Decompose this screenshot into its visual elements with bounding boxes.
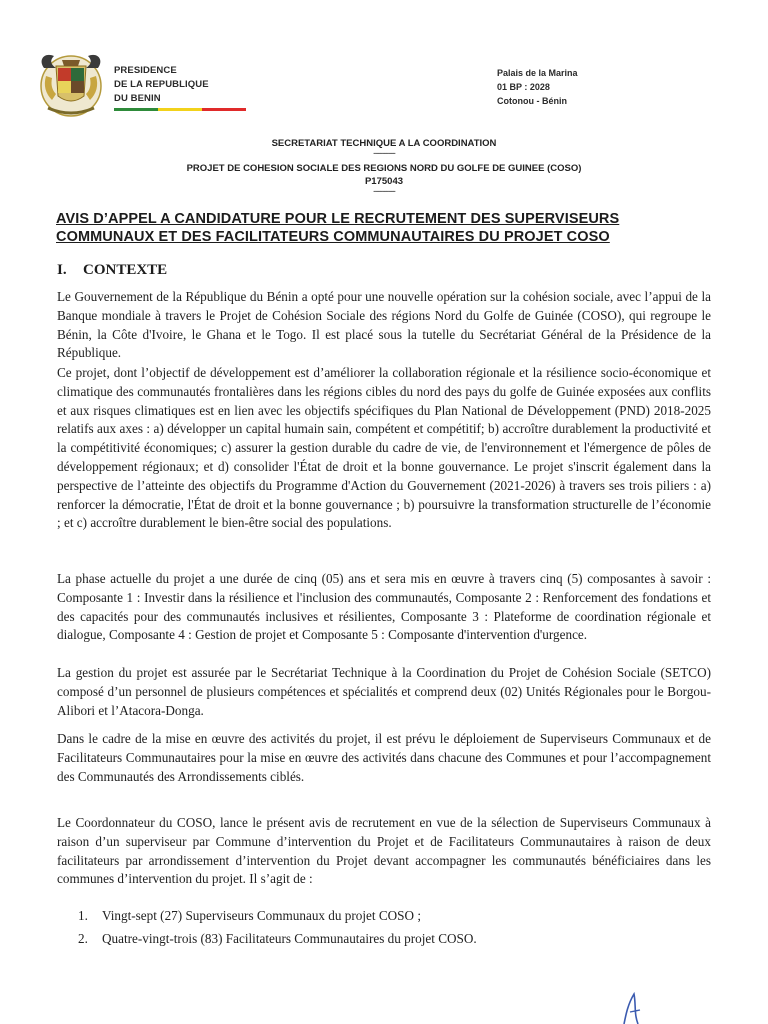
address-line: Palais de la Marina: [497, 68, 578, 78]
paragraph: Le Coordonnateur du COSO, lance le présent avis de recrutement en vue de la sélection de Superviseurs Communaux à raison d’un superviseur par Commune d’intervention du Projet et de Facilitateurs Communautaires à raison de deux facilitateurs par arrondissement d’intervention du Projet devant accompagner les communautés bénéficiaires dans les communes d’intervention du projet. Il s’agit de :: [57, 815, 711, 887]
section-title-text: CONTEXTE: [83, 262, 168, 278]
list-item-number: 1.: [78, 908, 88, 923]
list-item: [78, 927, 698, 950]
flag-green-stripe: [114, 108, 158, 111]
paragraph: Dans le cadre de la mise en œuvre des activités du projet, il est prévu le déploiement de Superviseurs Communaux et de Facilitateurs Communautaires pour la mise en œuvre des activités dans chacune des Communes et pour l’accompagnement des Communautés des Arrondissements ciblés.: [57, 731, 711, 784]
presidency-line: DE LA REPUBLIQUE: [114, 79, 209, 90]
project-code: P175043: [364, 176, 404, 187]
secretariat-heading: SECRETARIAT TECHNIQUE A LA COORDINATION: [271, 138, 497, 149]
address-block: [497, 66, 578, 108]
flag-red-stripe: [202, 108, 246, 111]
notice-title: AVIS D’APPEL A CANDIDATURE POUR LE RECRUTEMENT DES SUPERVISEURS COMMUNAUX ET DES FACILITATEURS COMMUNAUTAIRES DU PROJET COSO: [56, 211, 620, 245]
heading-separator: ----------: [373, 186, 395, 197]
presidency-block: [114, 64, 246, 111]
flag-color-bar: [114, 108, 246, 111]
address-line: Cotonou - Bénin: [497, 96, 567, 106]
section-number: I.: [57, 262, 67, 278]
paragraph: La phase actuelle du projet a une durée de cinq (05) ans et sera mis en œuvre à travers cinq (5) composantes à savoir : Composante 1 : Investir dans la résilience et l'inclusion des communautés, Composante 2 : Renforcement des fondations et des capacités pour des communautés inclusives et résilientes, Composante 3 : Plateforme de coordination régionale et dialogue, Composante 4 : Gestion de projet et Composante 5 : Composante d'intervention d'urgence.: [57, 571, 711, 643]
list-item-text: Quatre-vingt-trois (83) Facilitateurs Communautaires du projet COSO.: [102, 931, 477, 946]
presidency-line: DU BENIN: [114, 93, 161, 104]
heading-separator: ----------: [373, 148, 395, 159]
paragraph: La gestion du projet est assurée par le Secrétariat Technique à la Coordination du Projet de Cohésion Sociale (SETCO) composé d’un personnel de plusieurs compétences et spécialités et comprend deux (02) Unités Régionales pour le Borgou-Alibori et l’Atacora-Donga.: [57, 665, 711, 718]
position-list: [78, 904, 698, 950]
paragraph: Ce projet, dont l’objectif de développement est d’améliorer la collaboration régionale et la résilience socio-économique et climatique des communautés frontalières dans les régions cibles du nord des pays du golfe de Guinée exposées aux conflits et aux risques climatiques est en lien avec les objectifs spécifiques du Plan National de Développement (PND) 2018-2025 relatifs aux axes : a) développer un capital humain sain, compétent et compétitif; b) accroître durablement la productivité et la compétitivité économiques; c) assurer la gestion durable du cadre de vie, de l'environnement et l'émergence de pôles de développement régionaux; et d) consolider l'État de droit et la bonne gouvernance. Le projet s'inscrit également dans la perspective de l’atteinte des objectifs du Programme d'Action du Gouvernement (2021-2026) à travers ses trois piliers : a) renforcer la démocratie, l'État de droit et la bonne gouvernance ; b) poursuivre la transformation structurelle de l’économie ; et c) accroître durablement le bien-être social des populations.: [57, 365, 711, 531]
list-item-text: Vingt-sept (27) Superviseurs Communaux du projet COSO ;: [102, 908, 421, 923]
list-item-number: 2.: [78, 931, 88, 946]
address-line: 01 BP : 2028: [497, 82, 550, 92]
flag-yellow-stripe: [158, 108, 202, 111]
section-heading: [57, 262, 167, 279]
paragraph: Le Gouvernement de la République du Bénin a opté pour une nouvelle opération sur la cohésion sociale, avec l’appui de la Banque mondiale à travers le Projet de Cohésion Sociale des régions Nord du Golfe de Guinée (COSO), qui regroupe le Bénin, la Côte d'Ivoire, le Ghana et le Togo. Il est placé sous la tutelle du Secrétariat Général de la Présidence de la République.: [57, 289, 711, 361]
handwritten-initial-icon: [614, 990, 654, 1024]
project-heading: PROJET DE COHESION SOCIALE DES REGIONS NORD DU GOLFE DE GUINEE (COSO): [186, 163, 582, 174]
presidency-line: PRESIDENCE: [114, 65, 177, 76]
benin-coat-of-arms-icon: [34, 46, 108, 120]
list-item: [78, 904, 698, 927]
